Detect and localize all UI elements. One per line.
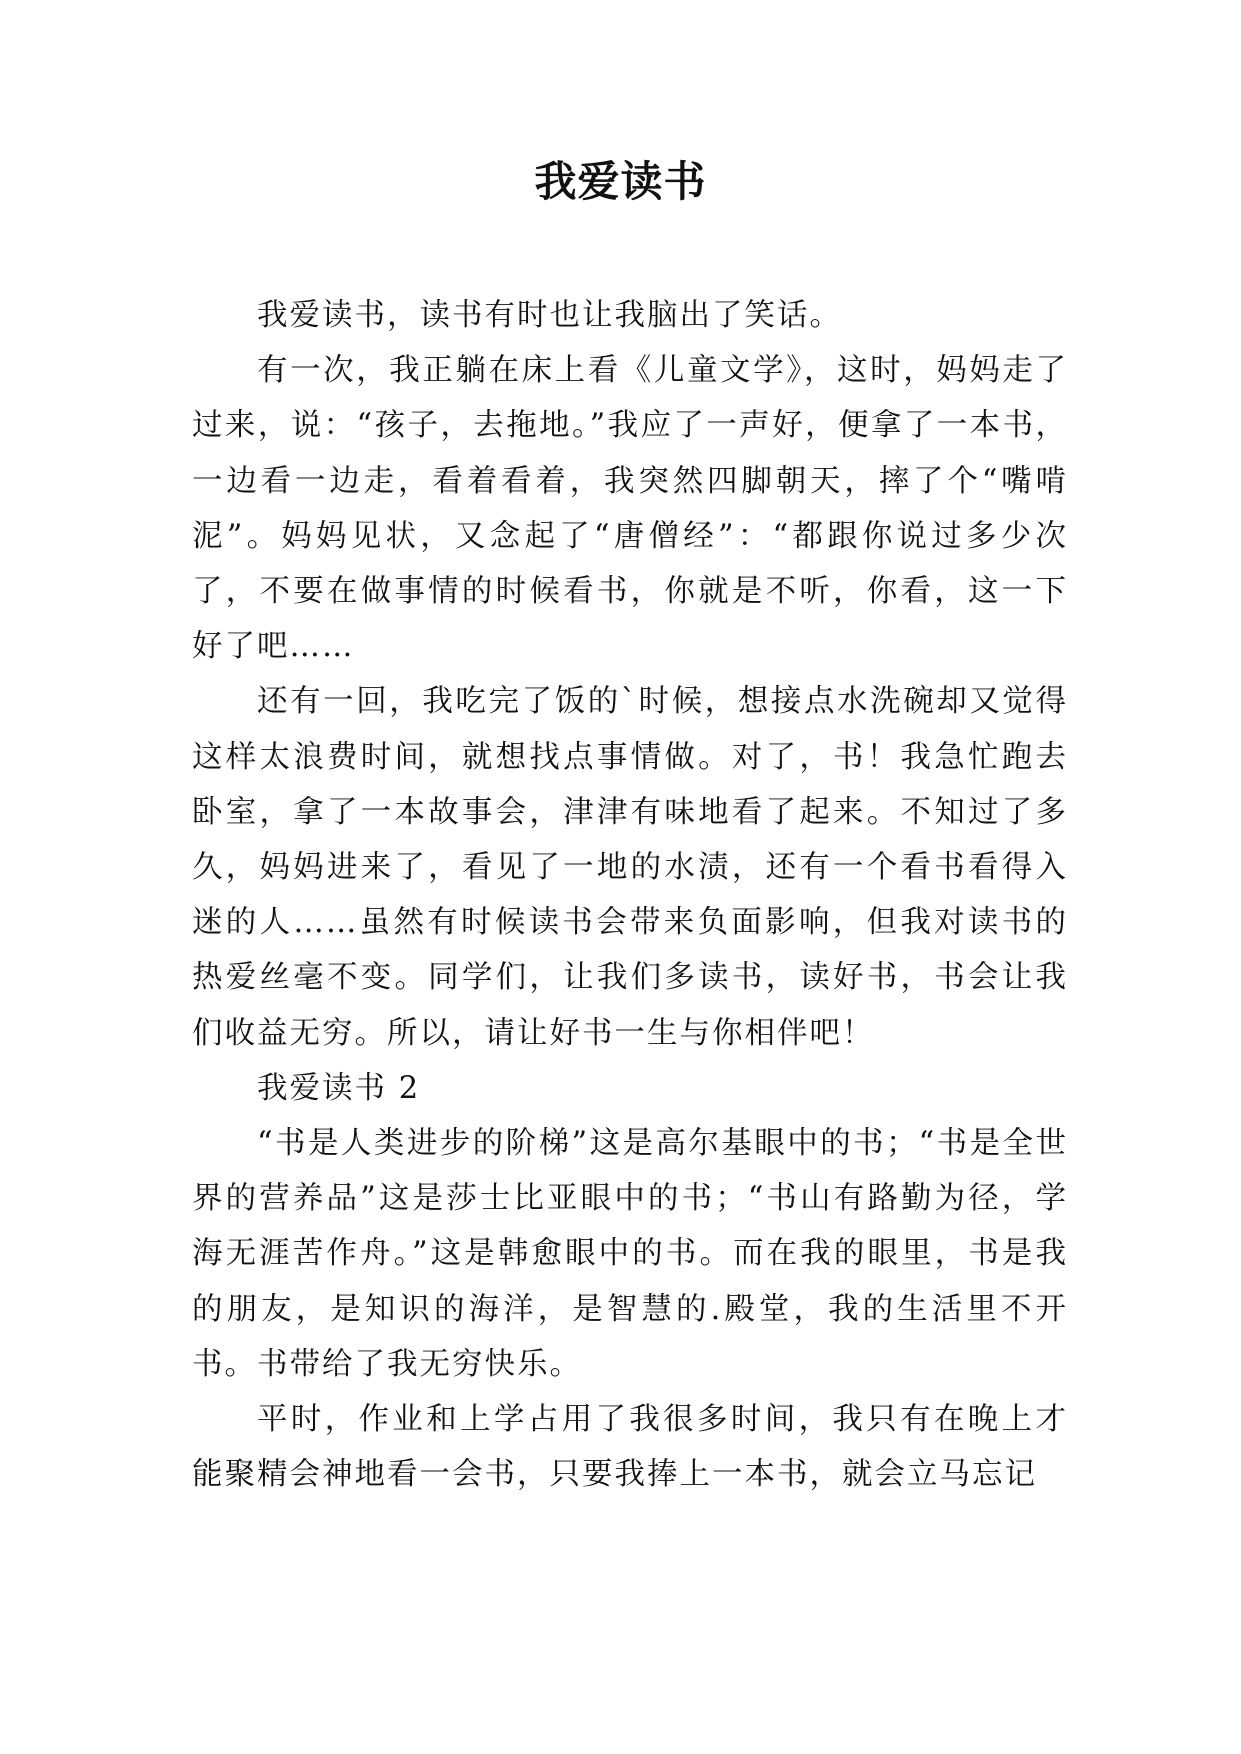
paragraph-quotes: “书是人类进步的阶梯”这是高尔基眼中的书；“书是全世界的营养品”这是莎士比亚眼中的书；“书山有路勤为径，学海无涯苦作舟。”这是韩愈眼中的书。而在我的眼里，书是我的朋友，是知识的海洋，是智慧的.殿堂，我的生活里不开书。书带给了我无穷快乐。 <box>192 1126 1068 1382</box>
document-body <box>192 288 1068 1502</box>
paragraph-intro: 我爱读书，读书有时也让我脑出了笑话。 <box>257 298 842 333</box>
section-heading: 我爱读书 2 <box>257 1070 421 1106</box>
document-title: 我爱读书 <box>534 157 707 206</box>
paragraph-story-two: 还有一回，我吃完了饭的`时候，想接点水洗碗却又觉得这样太浪费时间，就想找点事情做。对了，书！我急忙跑去卧室，拿了一本故事会，津津有味地看了起来。不知过了多久，妈妈进来了，看见了一地的水渍，还有一个看书看得入迷的人……虽然有时候读书会带来负面影响，但我对读书的热爱丝毫不变。同学们，让我们多读书，读好书，书会让我们收益无穷。所以，请让好书一生与你相伴吧！ <box>192 684 1068 1051</box>
paragraph-daily-reading: 平时，作业和上学占用了我很多时间，我只有在晚上才能聚精会神地看一会书，只要我捧上一本书，就会立马忘记 <box>192 1402 1068 1493</box>
paragraph-story-one: 有一次，我正躺在床上看《儿童文学》，这时，妈妈走了过来，说：“孩子，去拖地。”我应了一声好，便拿了一本书，一边看一边走，看着看着，我突然四脚朝天，摔了个“嘴啃泥”。妈妈见状，又念起了“唐僧经”：“都跟你说过多少次了，不要在做事情的时候看书，你就是不听，你看，这一下好了吧…… <box>192 353 1068 665</box>
